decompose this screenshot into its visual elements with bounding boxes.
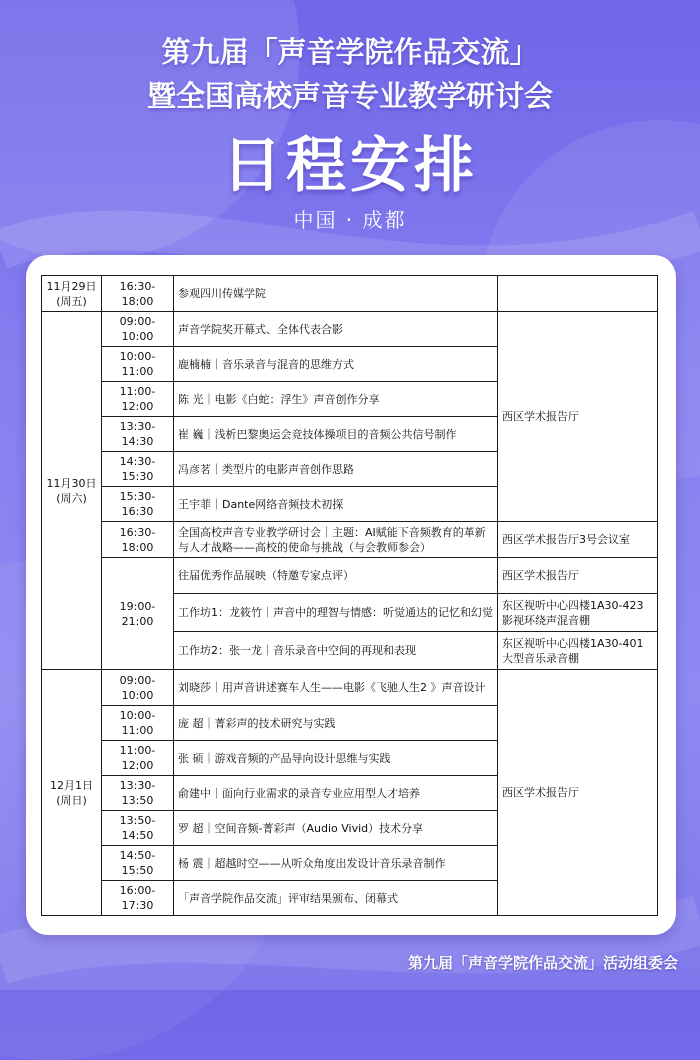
time-cell: 10:00-11:00 [102, 706, 174, 741]
time-cell: 09:00-10:00 [102, 312, 174, 347]
time-cell: 16:30-18:00 [102, 276, 174, 312]
event-cell: 崔 巍｜浅析巴黎奥运会竞技体操项目的音频公共信号制作 [174, 417, 498, 452]
title-line-2: 暨全国高校声音专业教学研讨会 [146, 79, 553, 113]
event-cell: 陈 光｜电影《白蛇：浮生》声音创作分享 [174, 382, 498, 417]
time-cell: 11:00-12:00 [102, 382, 174, 417]
time-cell: 14:30-15:30 [102, 452, 174, 487]
table-row [42, 670, 658, 706]
venue-cell [498, 276, 658, 312]
event-cell: 全国高校声音专业教学研讨会｜主题：AI赋能下音频教育的革新与人才战略——高校的使命与挑战（与会教师参会） [174, 522, 498, 558]
event-cell: 参观四川传媒学院 [174, 276, 498, 312]
event-cell: 刘晓莎｜用声音讲述赛车人生——电影《飞驰人生2 》声音设计 [174, 670, 498, 706]
date-cell [42, 670, 102, 916]
event-cell: 王宇菲｜Dante网络音频技术初探 [174, 487, 498, 522]
location-label: 中国 · 成都 [293, 208, 407, 232]
event-cell: 「声音学院作品交流」评审结果颁布、闭幕式 [174, 881, 498, 916]
date-label: 12月1日 [50, 778, 93, 792]
event-cell: 杨 震｜超越时空——从听众角度出发设计音乐录音制作 [174, 846, 498, 881]
time-cell: 14:50-15:50 [102, 846, 174, 881]
venue-cell: 西区学术报告厅3号会议室 [498, 522, 658, 558]
table-row [42, 312, 658, 347]
date-label: 11月29日 [46, 279, 97, 293]
time-cell: 09:00-10:00 [102, 670, 174, 706]
time-cell: 16:30-18:00 [102, 522, 174, 558]
title-line-1: 第九届「声音学院作品交流」 [161, 35, 539, 69]
table-row [42, 276, 658, 312]
event-cell: 罗 超｜空间音频-菁彩声（Audio Vivid）技术分享 [174, 811, 498, 846]
schedule-table [41, 275, 658, 916]
time-cell: 11:00-12:00 [102, 741, 174, 776]
venue-cell: 西区学术报告厅 [498, 670, 658, 916]
date-cell [42, 312, 102, 670]
time-cell: 16:00-17:30 [102, 881, 174, 916]
event-cell: 往届优秀作品展映（特邀专家点评） [174, 558, 498, 594]
event-cell: 鹿楠楠｜音乐录音与混音的思维方式 [174, 347, 498, 382]
event-cell: 声音学院奖开幕式、全体代表合影 [174, 312, 498, 347]
weekday-label: (周日) [56, 793, 87, 807]
event-cell: 张 硕｜游戏音频的产品导向设计思维与实践 [174, 741, 498, 776]
event-cell: 庞 超｜菁彩声的技术研究与实践 [174, 706, 498, 741]
page-title: 日程安排 [222, 131, 478, 201]
weekday-label: (周五) [56, 294, 87, 308]
date-cell [42, 276, 102, 312]
time-cell: 13:50-14:50 [102, 811, 174, 846]
weekday-label: (周六) [56, 491, 87, 505]
table-row [42, 522, 658, 558]
time-cell: 15:30-16:30 [102, 487, 174, 522]
time-cell: 10:00-11:00 [102, 347, 174, 382]
event-cell: 工作坊1：龙筱竹｜声音中的理智与情感：听觉通达的记忆和幻觉 [174, 594, 498, 632]
venue-cell: 东区视听中心四楼1A30-423影视环绕声混音棚 [498, 594, 658, 632]
event-cell: 工作坊2：张一龙｜音乐录音中空间的再现和表现 [174, 632, 498, 670]
event-cell: 俞建中｜面向行业需求的录音专业应用型人才培养 [174, 776, 498, 811]
time-cell: 13:30-13:50 [102, 776, 174, 811]
organizer-footer: 第九届「声音学院作品交流」活动组委会 [407, 954, 678, 972]
time-cell: 13:30-14:30 [102, 417, 174, 452]
venue-cell: 东区视听中心四楼1A30-401大型音乐录音棚 [498, 632, 658, 670]
venue-cell: 西区学术报告厅 [498, 312, 658, 522]
time-cell: 19:00-21:00 [102, 558, 174, 670]
venue-cell: 西区学术报告厅 [498, 558, 658, 594]
date-label: 11月30日 [46, 476, 97, 490]
event-cell: 冯彦茗｜类型片的电影声音创作思路 [174, 452, 498, 487]
table-row [42, 558, 658, 594]
